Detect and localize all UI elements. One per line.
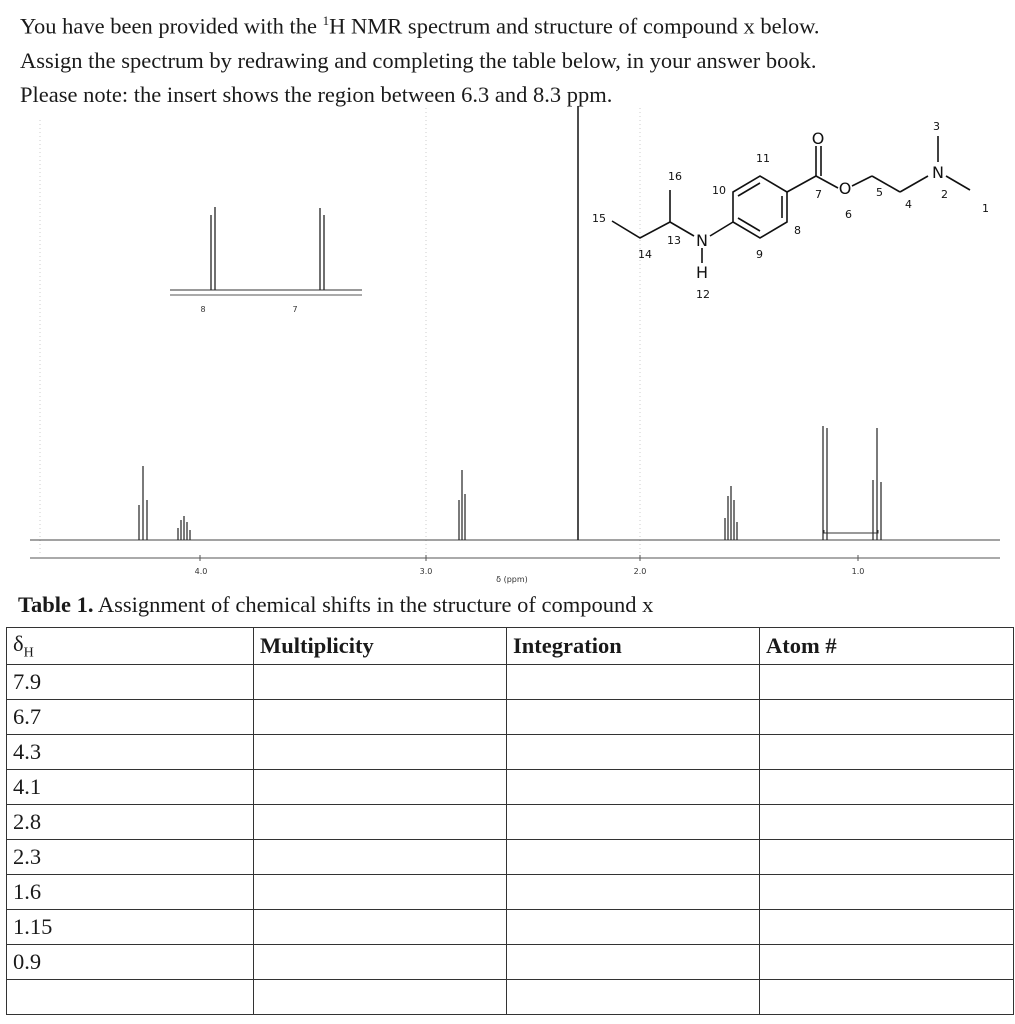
inset-tick-label: 8 [200, 305, 206, 314]
instructions [20, 4, 1000, 112]
cell-multiplicity[interactable] [254, 945, 507, 980]
cell-multiplicity[interactable] [254, 805, 507, 840]
tick-label: 4.0 [194, 567, 208, 576]
structure-numbers [592, 120, 989, 301]
cell-atom[interactable] [760, 735, 1014, 770]
cell-shift [7, 980, 254, 1015]
instruction-line-1 [20, 4, 1000, 44]
table-row [7, 770, 1014, 805]
atom-n-dimethyl: N [932, 163, 944, 182]
cell-shift: 1.15 [7, 910, 254, 945]
table-row [7, 910, 1014, 945]
cell-shift: 0.9 [7, 945, 254, 980]
header-shift [7, 628, 254, 665]
table-header-row [7, 628, 1014, 665]
atom-number: 9 [756, 248, 763, 261]
atom-number: 2 [941, 188, 948, 201]
atom-number: 14 [638, 248, 652, 261]
cell-integration[interactable] [507, 665, 760, 700]
nmr-spectrum [0, 100, 1015, 590]
atom-number: 12 [696, 288, 710, 301]
atom-number: 15 [592, 212, 606, 225]
header-integration: Integration [507, 628, 760, 665]
cell-multiplicity[interactable] [254, 840, 507, 875]
table-row [7, 945, 1014, 980]
caption-label: Table 1. [18, 592, 94, 617]
peak-4.1 [178, 516, 190, 540]
cell-multiplicity[interactable] [254, 665, 507, 700]
inset-tick-label: 7 [292, 305, 298, 314]
tick-label: 1.0 [851, 567, 865, 576]
cell-atom[interactable] [760, 700, 1014, 735]
atom-number: 11 [756, 152, 770, 165]
atom-o-carbonyl: O [811, 129, 825, 148]
peak-1.15 [823, 426, 827, 540]
tick-label: 2.0 [633, 567, 647, 576]
peak-2.8 [459, 470, 465, 540]
peak-4.3 [139, 466, 147, 540]
cell-multiplicity[interactable] [254, 770, 507, 805]
atom-number: 8 [794, 224, 801, 237]
cell-shift: 4.3 [7, 735, 254, 770]
cell-atom[interactable] [760, 770, 1014, 805]
atom-number: 10 [712, 184, 726, 197]
cell-multiplicity[interactable] [254, 735, 507, 770]
atom-number: 4 [905, 198, 912, 211]
atom-number: 7 [815, 188, 822, 201]
atom-number: 3 [933, 120, 940, 133]
cell-shift: 1.6 [7, 875, 254, 910]
atom-number: 5 [876, 186, 883, 199]
x-axis-label: δ (ppm) [496, 575, 528, 584]
cell-integration[interactable] [507, 700, 760, 735]
cell-integration[interactable] [507, 875, 760, 910]
header-atom: Atom # [760, 628, 1014, 665]
cell-multiplicity[interactable] [254, 910, 507, 945]
caption-text: Assignment of chemical shifts in the structure of compound x [93, 592, 654, 617]
cell-shift: 2.8 [7, 805, 254, 840]
table-row [7, 875, 1014, 910]
cell-multiplicity[interactable] [254, 980, 507, 1015]
cell-integration[interactable] [507, 805, 760, 840]
table-row [7, 805, 1014, 840]
instruction-text: You have been provided with the [20, 13, 323, 39]
atom-n-amine: N [696, 231, 708, 250]
cell-integration[interactable] [507, 770, 760, 805]
table-row [7, 735, 1014, 770]
atom-number: 16 [668, 170, 682, 183]
cell-atom[interactable] [760, 665, 1014, 700]
chemical-structure [612, 136, 970, 263]
shift-subscript: H [23, 645, 34, 661]
cell-shift: 7.9 [7, 665, 254, 700]
cell-atom[interactable] [760, 945, 1014, 980]
cell-multiplicity[interactable] [254, 875, 507, 910]
atom-o-ester: O [838, 179, 852, 198]
peak-1.6 [725, 486, 737, 540]
peak-0.9 [873, 428, 881, 540]
table-caption [18, 592, 653, 618]
instruction-line-2: Assign the spectrum by redrawing and completing the table below, in your answer book. [20, 47, 817, 73]
cell-integration[interactable] [507, 735, 760, 770]
atom-number: 6 [845, 208, 852, 221]
instruction-line-3: Please note: the insert shows the region between 6.3 and 8.3 ppm. [20, 81, 613, 107]
cell-shift: 6.7 [7, 700, 254, 735]
atom-number: 13 [667, 234, 681, 247]
cell-multiplicity[interactable] [254, 700, 507, 735]
table-row [7, 980, 1014, 1015]
cell-atom[interactable] [760, 805, 1014, 840]
table-row [7, 840, 1014, 875]
table-row [7, 665, 1014, 700]
cell-integration[interactable] [507, 910, 760, 945]
cell-atom[interactable] [760, 875, 1014, 910]
atom-number: 1 [982, 202, 989, 215]
header-multiplicity: Multiplicity [254, 628, 507, 665]
instruction-superscript: 1 [322, 13, 330, 28]
cell-shift: 4.1 [7, 770, 254, 805]
assignment-table [6, 627, 1014, 1015]
instruction-text: H NMR spectrum and structure of compound x below. [329, 13, 820, 39]
table-row [7, 700, 1014, 735]
atom-h-amine: H [695, 263, 709, 282]
cell-atom[interactable] [760, 980, 1014, 1015]
cell-integration[interactable] [507, 945, 760, 980]
cell-atom[interactable] [760, 840, 1014, 875]
cell-atom[interactable] [760, 910, 1014, 945]
cell-integration[interactable] [507, 840, 760, 875]
cell-integration[interactable] [507, 980, 760, 1015]
cell-shift: 2.3 [7, 840, 254, 875]
shift-symbol: δ [13, 630, 24, 656]
spectrum-inset [170, 207, 362, 314]
tick-label: 3.0 [419, 567, 433, 576]
